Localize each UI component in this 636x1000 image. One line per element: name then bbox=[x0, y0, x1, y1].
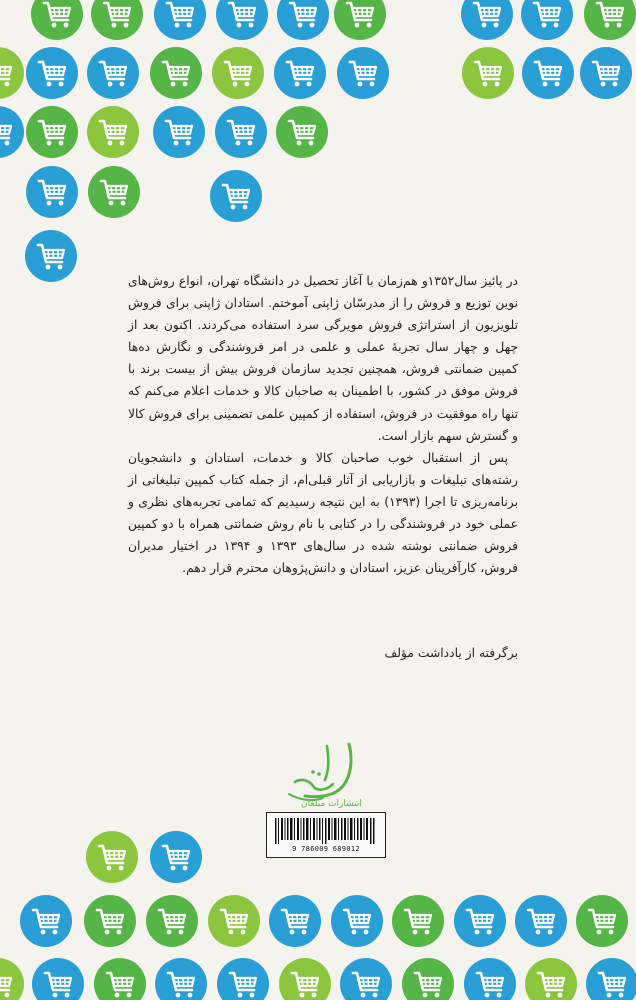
quote-source: برگرفته از یادداشت مؤلف bbox=[384, 646, 518, 660]
cart-circle bbox=[454, 895, 506, 947]
cart-circle bbox=[26, 166, 78, 218]
cart-circle bbox=[32, 958, 84, 1000]
cart-circle bbox=[276, 106, 328, 158]
cart-circle bbox=[86, 831, 138, 883]
cart-circle bbox=[279, 958, 331, 1000]
cart-circle bbox=[461, 0, 513, 40]
cart-circle bbox=[274, 47, 326, 99]
cart-circle bbox=[25, 230, 77, 282]
cart-circle bbox=[87, 47, 139, 99]
cart-circle bbox=[525, 958, 577, 1000]
back-cover-blurb bbox=[128, 270, 518, 579]
cart-circle bbox=[91, 0, 143, 40]
cart-circle bbox=[586, 958, 636, 1000]
cart-circle bbox=[88, 166, 140, 218]
cart-circle bbox=[462, 47, 514, 99]
publisher-logo-text: انتشارات مبلغان bbox=[301, 799, 362, 808]
cart-circle bbox=[146, 895, 198, 947]
cart-circle bbox=[31, 0, 83, 40]
cart-circle bbox=[84, 895, 136, 947]
cart-circle bbox=[522, 47, 574, 99]
cart-circle bbox=[210, 170, 262, 222]
cart-circle bbox=[215, 106, 267, 158]
cart-circle bbox=[584, 0, 636, 40]
cart-circle bbox=[87, 106, 139, 158]
cart-circle bbox=[277, 0, 329, 40]
cart-circle bbox=[464, 958, 516, 1000]
cart-circle bbox=[334, 0, 386, 40]
cart-circle bbox=[392, 895, 444, 947]
cart-circle bbox=[0, 47, 24, 99]
cart-circle bbox=[402, 958, 454, 1000]
cart-circle bbox=[216, 0, 268, 40]
blurb-paragraph: پس از استقبال خوب صاحبان کالا و خدمات، استادان و دانشجویان رشته‌های تبلیغات و بازاریابی از آثار قبلی‌ام، از جمله کتاب کمپین تبلیغاتی از برنامه‌ریزی تا اجرا (۱۳۹۳) به این نتیجه رسیدیم که تمامی تجربه‌های نظری و عملی خود در فروشندگی را در کتابی با نام روش ضمانتی همراه با دو کمپین فروش ضمانتی نوشته شده در سال‌های ۱۳۹۳ و ۱۳۹۴ در اختیار مدیران فروش، کارآفرینان عزیز، استادان و دانش‌پژوهان محترم قرار دهم. bbox=[128, 450, 518, 576]
cart-circle bbox=[154, 0, 206, 40]
cart-circle bbox=[576, 895, 628, 947]
cart-circle bbox=[0, 106, 24, 158]
cart-circle bbox=[337, 47, 389, 99]
cart-circle bbox=[269, 895, 321, 947]
cart-circle bbox=[26, 106, 78, 158]
cart-circle bbox=[515, 895, 567, 947]
cart-circle bbox=[0, 958, 24, 1000]
cart-circle bbox=[150, 47, 202, 99]
cart-circle bbox=[340, 958, 392, 1000]
barcode-number: 9 786009 689012 bbox=[292, 845, 360, 853]
publisher-logo bbox=[283, 738, 367, 808]
cart-circle bbox=[212, 47, 264, 99]
cart-circle bbox=[150, 831, 202, 883]
cart-circle bbox=[155, 958, 207, 1000]
barcode bbox=[266, 812, 386, 858]
blurb-paragraph: در پائیز سال۱۳۵۲و هم‌زمان با آغاز تحصیل در دانشگاه تهران، انواع روش‌های نوین توزیع و فروش را از مدرسّان ژاپنی آموختم. استادان ژاپنی برای فروش تلویزیون از استراتژی فروش مویرگی سرد استفاده می‌کردند. اکنون بعد از چهل و چهار سال تجربهٔ عملی و علمی در امر فروشندگی و نگارش ده‌ها کمپین ضمانتی فروش، همچنین تجدید سازمان فروش بیش از بیست برند با فروش موفق در کشور، با اطمینان به صاحبان کالا و خدمات اعلام می‌کنم که تنها راه موفقیت در فروش، استفاده از کمپین علمی تضمینی برای فروش کالا و گسترش سهم بازار است. bbox=[128, 274, 518, 443]
cart-circle bbox=[580, 47, 632, 99]
cart-circle bbox=[208, 895, 260, 947]
cart-circle bbox=[331, 895, 383, 947]
cart-circle bbox=[521, 0, 573, 40]
cart-circle bbox=[153, 106, 205, 158]
cart-circle bbox=[94, 958, 146, 1000]
cart-circle bbox=[20, 895, 72, 947]
cart-circle bbox=[217, 958, 269, 1000]
cart-circle bbox=[26, 47, 78, 99]
